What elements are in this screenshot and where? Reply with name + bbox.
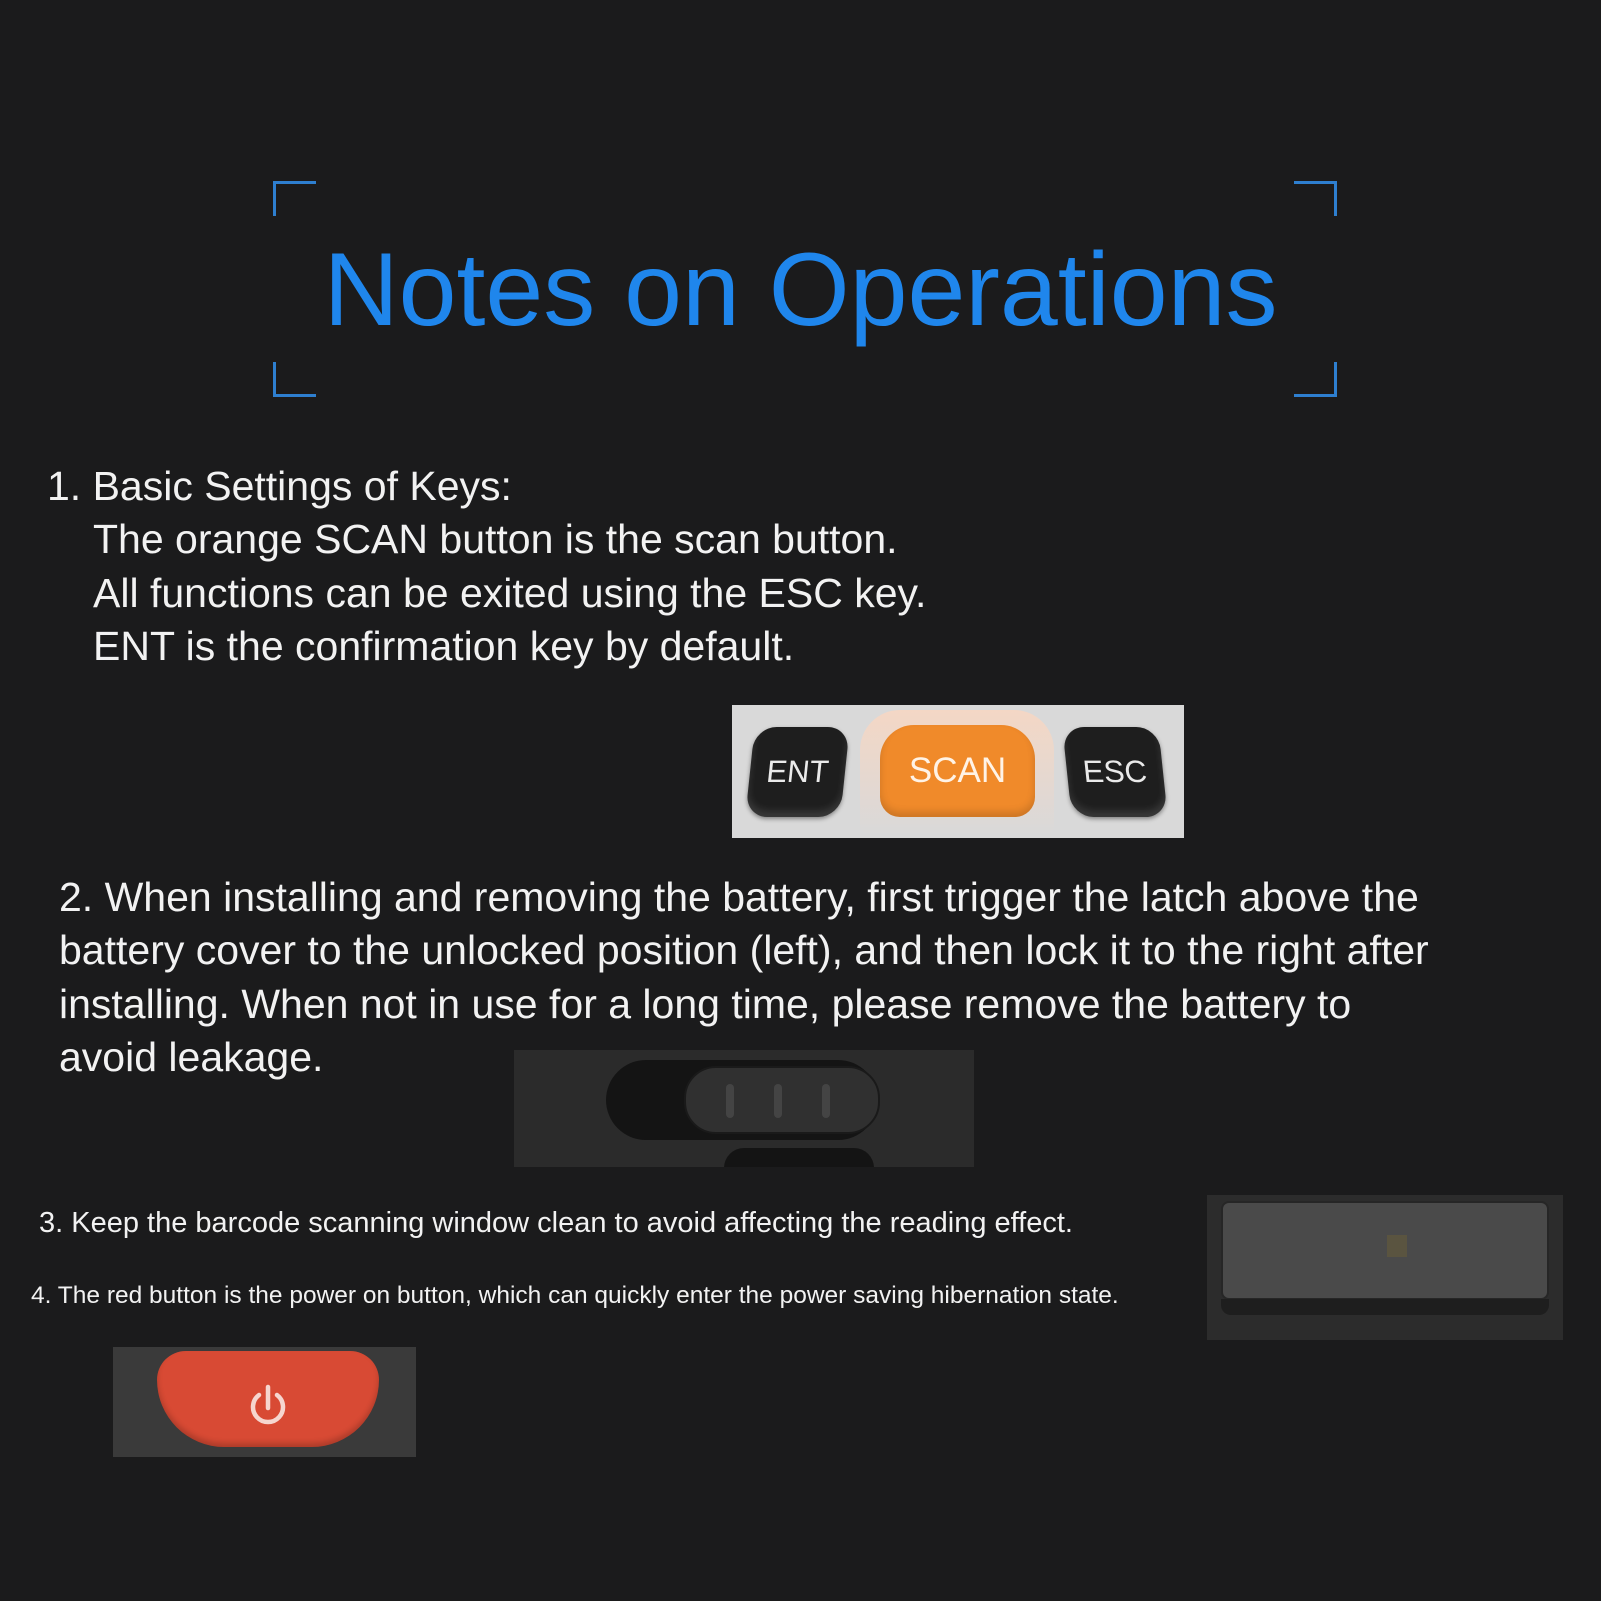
section2-line-4: avoid leakage.: [59, 1034, 324, 1080]
keys-photo: [732, 705, 1184, 838]
section3-text: 3. Keep the barcode scanning window clean to avoid affecting the reading effect.: [39, 1207, 1073, 1239]
power-icon: [242, 1381, 294, 1433]
scan-window-sensor: [1387, 1235, 1407, 1257]
title-frame-corner-bottom-right: [1294, 362, 1337, 397]
title-frame-corner-top-left: [273, 181, 316, 216]
power-button-photo: [113, 1347, 416, 1457]
scan-key: SCAN: [880, 725, 1035, 817]
scan-window-edge: [1221, 1299, 1549, 1315]
section1-line-2: All functions can be exited using the ESC key.: [93, 570, 927, 616]
section1-line-3: ENT is the confirmation key by default.: [93, 623, 795, 669]
page-title: Notes on Operations: [323, 232, 1278, 348]
latch-ridge: [822, 1084, 830, 1118]
section4-text: 4. The red button is the power on button, which can quickly enter the power saving hibernation state.: [31, 1282, 1119, 1309]
power-button: [157, 1351, 379, 1447]
section2-line-2: battery cover to the unlocked position (left), and then lock it to the right after: [59, 927, 1429, 973]
latch-ridge: [774, 1084, 782, 1118]
battery-latch-photo: [514, 1050, 974, 1167]
ent-key: ENT: [745, 727, 849, 817]
esc-key: ESC: [1062, 727, 1167, 817]
section1-line-1: The orange SCAN button is the scan button.: [93, 516, 898, 562]
title-frame-corner-bottom-left: [273, 362, 316, 397]
latch-lip: [724, 1148, 874, 1167]
scan-window-glass: [1221, 1201, 1549, 1300]
title-frame-corner-top-right: [1294, 181, 1337, 216]
scan-window-photo: [1207, 1195, 1563, 1340]
section1-heading: 1. Basic Settings of Keys:: [47, 463, 512, 509]
latch-knob: [684, 1066, 880, 1134]
section2-line-1: 2. When installing and removing the battery, first trigger the latch above the: [59, 874, 1419, 920]
latch-ridge: [726, 1084, 734, 1118]
section2-line-3: installing. When not in use for a long time, please remove the battery to: [59, 981, 1352, 1027]
